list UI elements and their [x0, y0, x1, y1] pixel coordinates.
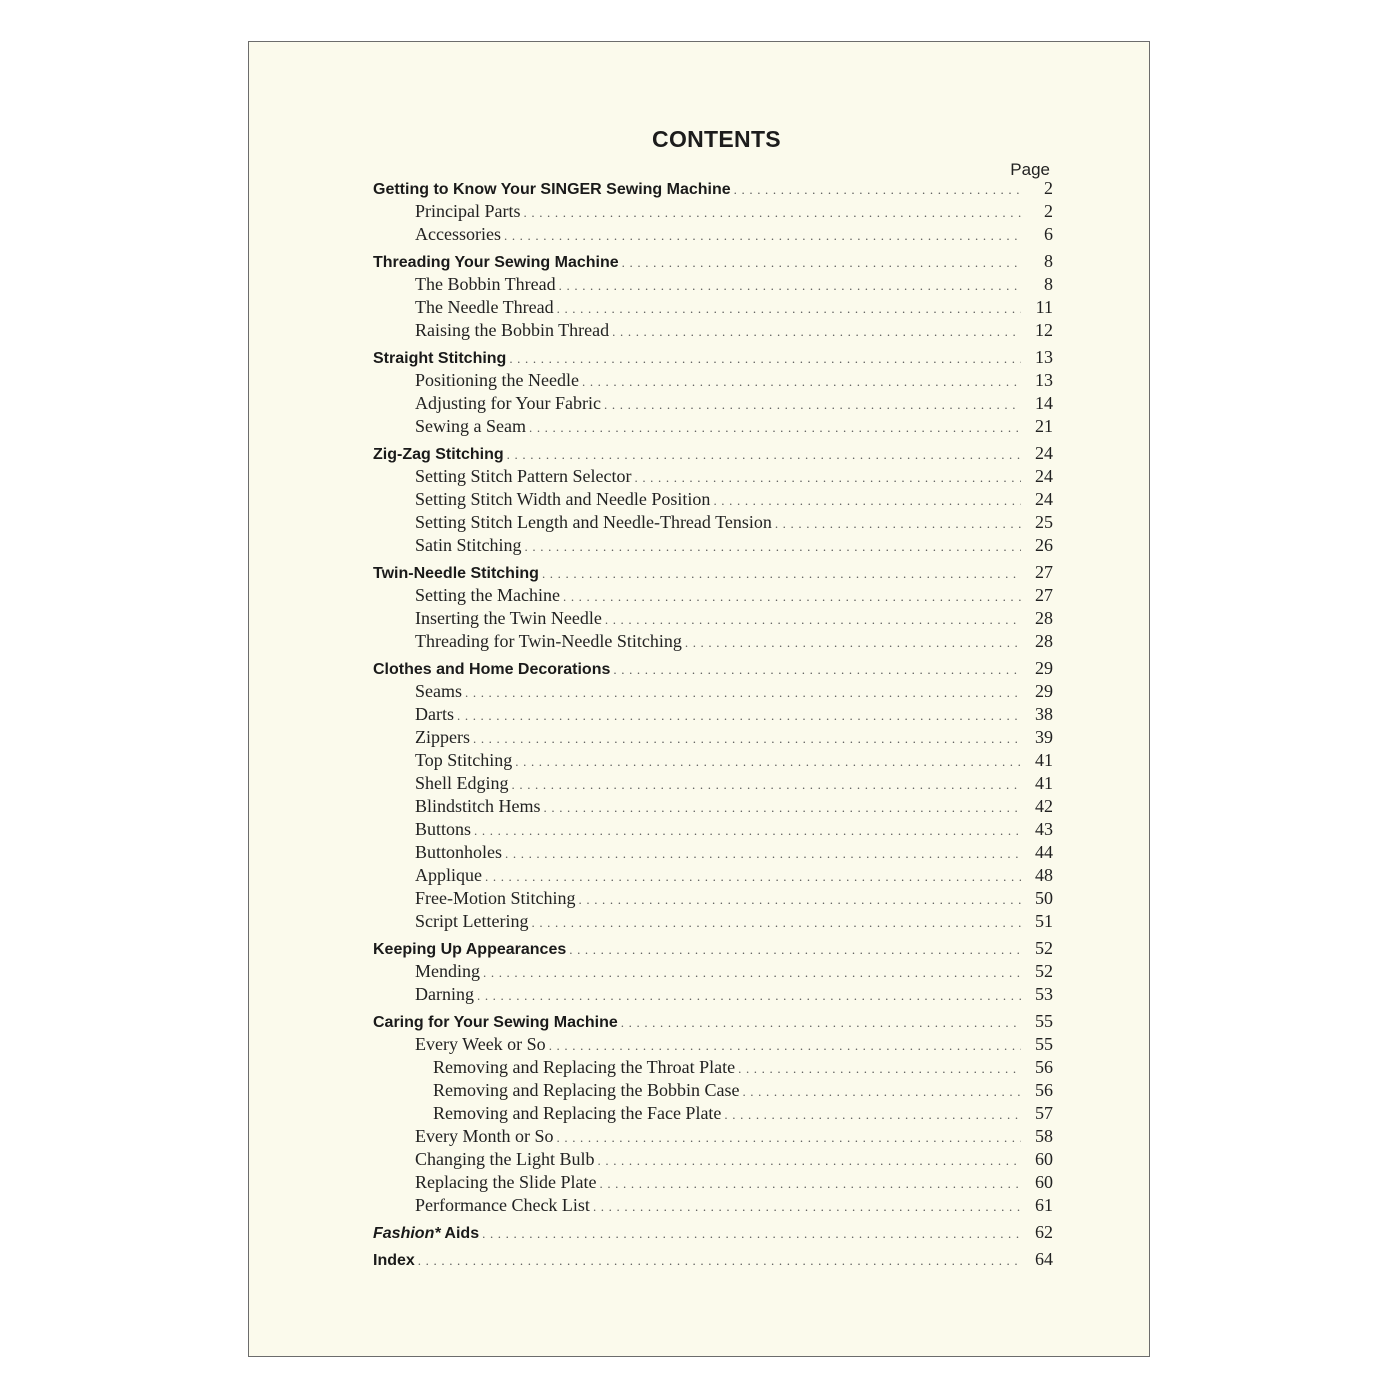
toc-entry-title: Getting to Know Your SINGER Sewing Machine [373, 181, 731, 198]
toc-entry-title: Blindstitch Hems [415, 796, 541, 816]
toc-entry-title: Removing and Replacing the Face Plate [433, 1103, 722, 1123]
dot-leader [579, 888, 1022, 911]
toc-entry-title: Every Month or So [415, 1126, 554, 1146]
toc-page-number: 8 [1044, 251, 1053, 271]
dot-leader [544, 796, 1022, 819]
toc-entry-title: Script Lettering [415, 911, 529, 931]
toc-entry-title: Mending [415, 961, 480, 981]
dot-leader [612, 320, 1021, 343]
toc-page-number: 38 [1035, 704, 1053, 724]
toc-entry-title: Adjusting for Your Fabric [415, 393, 602, 413]
toc-section [373, 346, 1053, 369]
toc-page-number: 11 [1035, 297, 1053, 317]
toc-entry [373, 1148, 1053, 1171]
toc-page-number: 41 [1035, 750, 1053, 770]
toc-entry [373, 488, 1053, 511]
toc-section [373, 657, 1053, 680]
toc-entry [373, 511, 1053, 534]
toc-section [373, 1248, 1053, 1271]
toc-entry-title: Top Stitching [415, 750, 513, 770]
dot-leader [504, 224, 1021, 247]
toc-entry-title: Accessories [415, 224, 501, 244]
toc-entry-title: Setting the Machine [415, 585, 560, 605]
toc-page-number: 28 [1035, 608, 1053, 628]
toc-page-number: 42 [1035, 796, 1053, 816]
toc-entry-title: Removing and Replacing the Throat Plate [433, 1057, 736, 1077]
dot-leader [563, 585, 1021, 608]
toc-entry-title: Keeping Up Appearances [373, 941, 567, 958]
toc-page-number: 39 [1035, 727, 1053, 747]
toc-page-number: 41 [1035, 773, 1053, 793]
toc-entry [373, 319, 1053, 342]
toc-page-number: 60 [1035, 1172, 1053, 1192]
dot-leader [738, 1057, 1021, 1080]
toc-entry [373, 726, 1053, 749]
dot-leader [598, 1149, 1022, 1172]
toc-entry [373, 749, 1053, 772]
dot-leader [457, 704, 1021, 727]
dot-leader [485, 865, 1021, 888]
dot-leader [524, 201, 1022, 224]
toc-page-number: 25 [1035, 512, 1053, 532]
toc-page-number: 14 [1035, 393, 1053, 413]
toc-entry-title: Zig-Zag Stitching [373, 446, 504, 463]
toc-entry-title: Setting Stitch Pattern Selector [415, 466, 632, 486]
dot-leader [775, 512, 1021, 535]
toc-page-number: 56 [1035, 1080, 1053, 1100]
toc-section [373, 561, 1053, 584]
toc-entry-title: The Needle Thread [415, 297, 554, 317]
toc-section [373, 937, 1053, 960]
toc-page-number: 52 [1035, 961, 1053, 981]
toc-page-number: 57 [1035, 1103, 1053, 1123]
toc-entry-title: Setting Stitch Length and Needle-Thread Tension [415, 512, 772, 532]
dot-leader [634, 466, 1021, 489]
dot-leader [724, 1103, 1021, 1126]
toc-entry-title: Raising the Bobbin Thread [415, 320, 610, 340]
toc-entry-title: Clothes and Home Decorations [373, 661, 611, 678]
dot-leader [529, 416, 1021, 439]
toc-page-number: 61 [1035, 1195, 1053, 1215]
dot-leader [569, 938, 1021, 961]
dot-leader [604, 393, 1021, 416]
toc-entry-title: Positioning the Needle [415, 370, 579, 390]
toc-section [373, 177, 1053, 200]
toc-entry [373, 273, 1053, 296]
dot-leader [613, 658, 1021, 681]
toc-page-number: 24 [1035, 443, 1053, 463]
toc-entry [373, 584, 1053, 607]
toc-entry [373, 465, 1053, 488]
toc-entry-title: Caring for Your Sewing Machine [373, 1014, 618, 1031]
toc-entry-title: Seams [415, 681, 462, 701]
toc-page-number: 27 [1035, 585, 1053, 605]
toc-entry [373, 795, 1053, 818]
toc-page-number: 13 [1035, 347, 1053, 367]
dot-leader [483, 961, 1021, 984]
toc-section [373, 1010, 1053, 1033]
dot-leader [549, 1034, 1021, 1057]
toc-entry [373, 607, 1053, 630]
dot-leader [742, 1080, 1021, 1103]
toc-entry [373, 415, 1053, 438]
toc-entry [373, 1171, 1053, 1194]
toc-section [373, 442, 1053, 465]
toc-entry-title: Buttonholes [415, 842, 503, 862]
dot-leader [515, 750, 1021, 773]
toc-entry-title-italic: Fashion* [373, 1225, 441, 1242]
toc-entry-title: Shell Edging [415, 773, 509, 793]
toc-section [373, 1221, 1053, 1244]
toc-entry-title-rest: Aids [440, 1225, 480, 1242]
toc-page-number: 29 [1035, 681, 1053, 701]
dot-leader [734, 178, 1021, 201]
toc-entry-title: Every Week or So [415, 1034, 546, 1054]
page-title: CONTENTS [652, 126, 781, 152]
toc-entry-title: Buttons [415, 819, 472, 839]
dot-leader [605, 608, 1021, 631]
toc-entry-title: Applique [415, 865, 482, 885]
toc-entry-title: Threading for Twin-Needle Stitching [415, 631, 682, 651]
toc-entry [373, 887, 1053, 910]
toc-entry-title: Index [373, 1252, 415, 1269]
toc-page-number: 29 [1035, 658, 1053, 678]
dot-leader [505, 842, 1021, 865]
dot-leader [418, 1249, 1021, 1272]
toc-entry-title: Principal Parts [415, 201, 521, 221]
toc-entry [373, 864, 1053, 887]
toc-entry-title: Inserting the Twin Needle [415, 608, 602, 628]
toc-page-number: 62 [1035, 1222, 1053, 1242]
toc-entry-title: Removing and Replacing the Bobbin Case [433, 1080, 740, 1100]
toc-entry-title: Satin Stitching [415, 535, 522, 555]
toc-page-number: 50 [1035, 888, 1053, 908]
dot-leader [599, 1172, 1021, 1195]
toc-page-number: 28 [1035, 631, 1053, 651]
toc-page-number: 53 [1035, 984, 1053, 1004]
toc-page-number: 13 [1035, 370, 1053, 390]
toc-page-number: 12 [1035, 320, 1053, 340]
dot-leader [477, 984, 1021, 1007]
toc-page-number: 21 [1035, 416, 1053, 436]
toc-page-number: 51 [1035, 911, 1053, 931]
toc-entry-title: Performance Check List [415, 1195, 590, 1215]
toc-entry [373, 1079, 1053, 1102]
toc-page-number: 2 [1044, 201, 1053, 221]
dot-leader [593, 1195, 1021, 1218]
toc-page-number: 58 [1035, 1126, 1053, 1146]
dot-leader [557, 297, 1021, 320]
toc-entry [373, 1033, 1053, 1056]
toc-entry [373, 630, 1053, 653]
toc-entry [373, 772, 1053, 795]
toc-page-number: 56 [1035, 1057, 1053, 1077]
toc-entry [373, 369, 1053, 392]
document-page [248, 41, 1150, 1357]
toc-page-number: 24 [1035, 489, 1053, 509]
toc-page-number: 64 [1035, 1249, 1053, 1269]
page-column-label: Page [1010, 160, 1050, 179]
toc-page-number: 24 [1035, 466, 1053, 486]
toc-entry-title: Setting Stitch Width and Needle Position [415, 489, 711, 509]
toc-entry-title: Straight Stitching [373, 350, 507, 367]
dot-leader [525, 535, 1021, 558]
toc-page-number: 8 [1044, 274, 1053, 294]
dot-leader [474, 819, 1021, 842]
dot-leader [621, 1011, 1021, 1034]
toc-entry [373, 703, 1053, 726]
dot-leader [713, 489, 1021, 512]
toc-page-number: 26 [1035, 535, 1053, 555]
toc-entry-title: Darning [415, 984, 474, 1004]
toc-entry [373, 296, 1053, 319]
toc-entry-title [373, 1222, 479, 1245]
toc-entry [373, 841, 1053, 864]
toc-entry-title: Zippers [415, 727, 470, 747]
dot-leader [473, 727, 1021, 750]
toc-entry [373, 1056, 1053, 1079]
toc-page-number: 55 [1035, 1034, 1053, 1054]
toc-entry [373, 680, 1053, 703]
toc-page-number: 48 [1035, 865, 1053, 885]
toc-entry [373, 910, 1053, 933]
dot-leader [482, 1222, 1021, 1245]
toc-entry [373, 1125, 1053, 1148]
toc-page-number: 44 [1035, 842, 1053, 862]
toc-entry-title: Darts [415, 704, 454, 724]
toc-page-number: 2 [1044, 178, 1053, 198]
dot-leader [622, 251, 1021, 274]
toc-entry [373, 818, 1053, 841]
table-of-contents [373, 177, 1053, 1271]
dot-leader [557, 1126, 1022, 1149]
toc-entry [373, 534, 1053, 557]
dot-leader [582, 370, 1021, 393]
toc-page-number: 43 [1035, 819, 1053, 839]
toc-entry-title: Replacing the Slide Plate [415, 1172, 597, 1192]
dot-leader [507, 443, 1021, 466]
toc-entry-title: Twin-Needle Stitching [373, 565, 539, 582]
dot-leader [512, 773, 1022, 796]
toc-entry-title: Threading Your Sewing Machine [373, 254, 619, 271]
dot-leader [465, 681, 1021, 704]
toc-entry [373, 960, 1053, 983]
toc-page-number: 55 [1035, 1011, 1053, 1031]
toc-entry-title: Free-Motion Stitching [415, 888, 576, 908]
toc-entry-title: The Bobbin Thread [415, 274, 556, 294]
toc-section [373, 250, 1053, 273]
toc-entry-title: Changing the Light Bulb [415, 1149, 595, 1169]
toc-page-number: 60 [1035, 1149, 1053, 1169]
toc-entry [373, 200, 1053, 223]
dot-leader [685, 631, 1021, 654]
dot-leader [509, 347, 1021, 370]
toc-entry-title: Sewing a Seam [415, 416, 526, 436]
toc-page-number: 6 [1044, 224, 1053, 244]
dot-leader [559, 274, 1021, 297]
toc-entry [373, 392, 1053, 415]
toc-entry [373, 1102, 1053, 1125]
dot-leader [531, 911, 1021, 934]
toc-entry [373, 1194, 1053, 1217]
toc-entry [373, 983, 1053, 1006]
toc-page-number: 27 [1035, 562, 1053, 582]
toc-entry [373, 223, 1053, 246]
dot-leader [542, 562, 1021, 585]
toc-page-number: 52 [1035, 938, 1053, 958]
